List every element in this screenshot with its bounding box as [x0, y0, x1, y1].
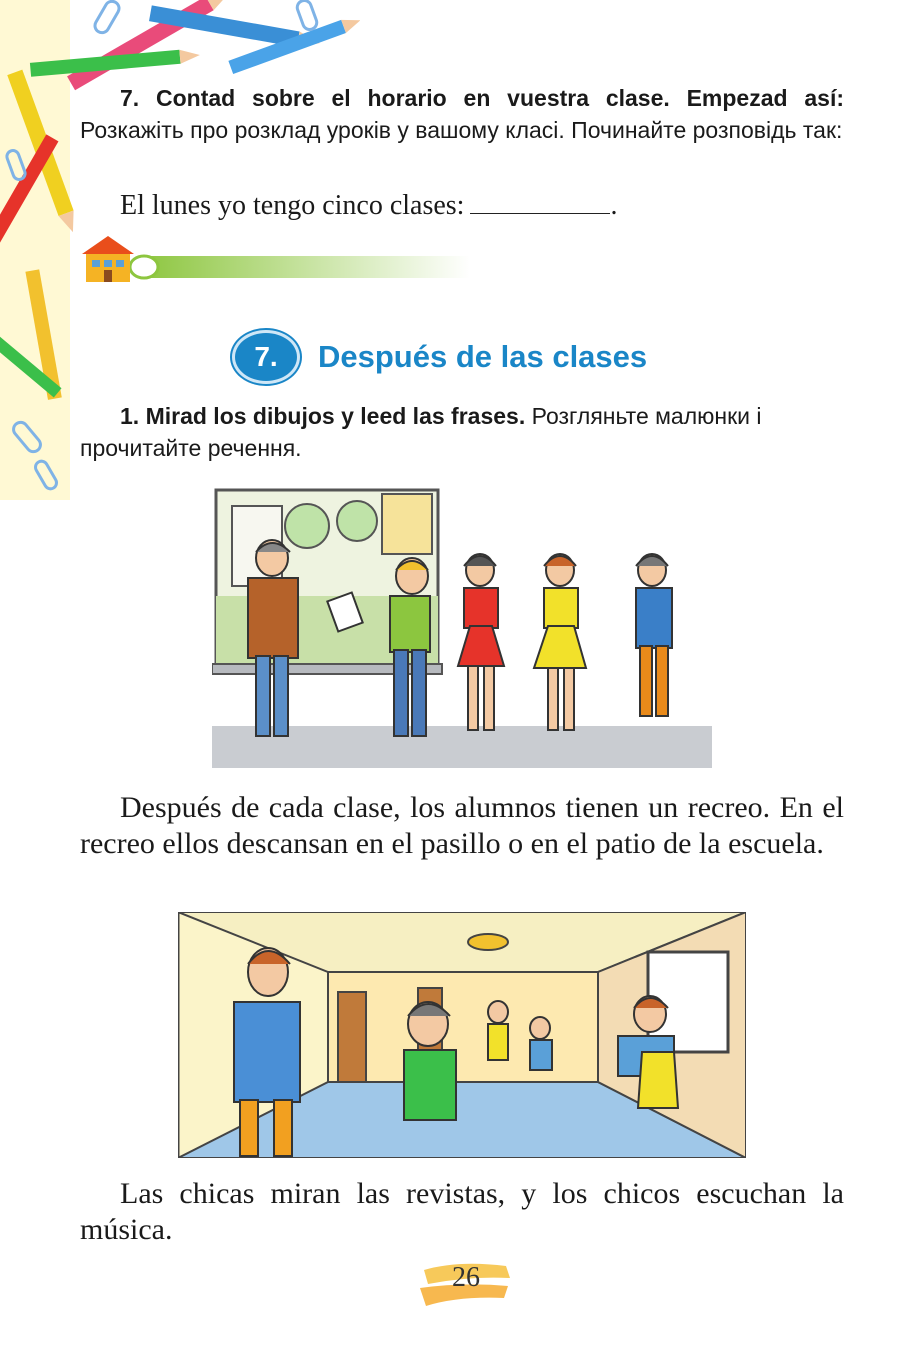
task-1 [80, 400, 844, 464]
example-sentence [120, 190, 617, 222]
page-number-text: 26 [452, 1262, 480, 1293]
task-7-number: 7. [120, 85, 140, 111]
answer-blank [470, 193, 610, 214]
paragraph-girls-boys-text: Las chicas miran las revistas, y los chicos escuchan la música. [80, 1177, 844, 1246]
paragraph-recess [80, 790, 844, 862]
school-house-icon [82, 236, 134, 282]
paragraph-girls-boys [80, 1176, 844, 1248]
task-7-title-es: Contad sobre el horario en vuestra clase. Empezad así: [156, 85, 845, 111]
task-1-title-es: Mirad los dibujos y leed las frases. [145, 403, 526, 429]
example-text: El lunes yo tengo cinco clases: [120, 190, 465, 221]
task-7 [80, 82, 844, 146]
task-1-title-uk: Розгляньте малюнки і прочитайте речення. [80, 403, 762, 461]
lesson-number-badge: 7. [232, 330, 300, 384]
illustration-corridor-scene [178, 912, 746, 1158]
section-divider [80, 230, 480, 290]
lesson-heading [232, 330, 647, 384]
task-1-number: 1. [120, 403, 140, 429]
illustration-pupils-by-window [212, 486, 712, 768]
task-7-title-uk: Розкажіть про розклад уроків у вашому класі. Починайте розповідь так: [80, 117, 843, 143]
lesson-title: Después de las clases [318, 339, 648, 374]
page-number [418, 1256, 508, 1312]
paragraph-recess-text: Después de cada clase, los alumnos tienen un recreo. En el recreo ellos descansan en el pasillo o en el patio de la escuela. [80, 791, 844, 860]
example-end: . [610, 190, 618, 221]
